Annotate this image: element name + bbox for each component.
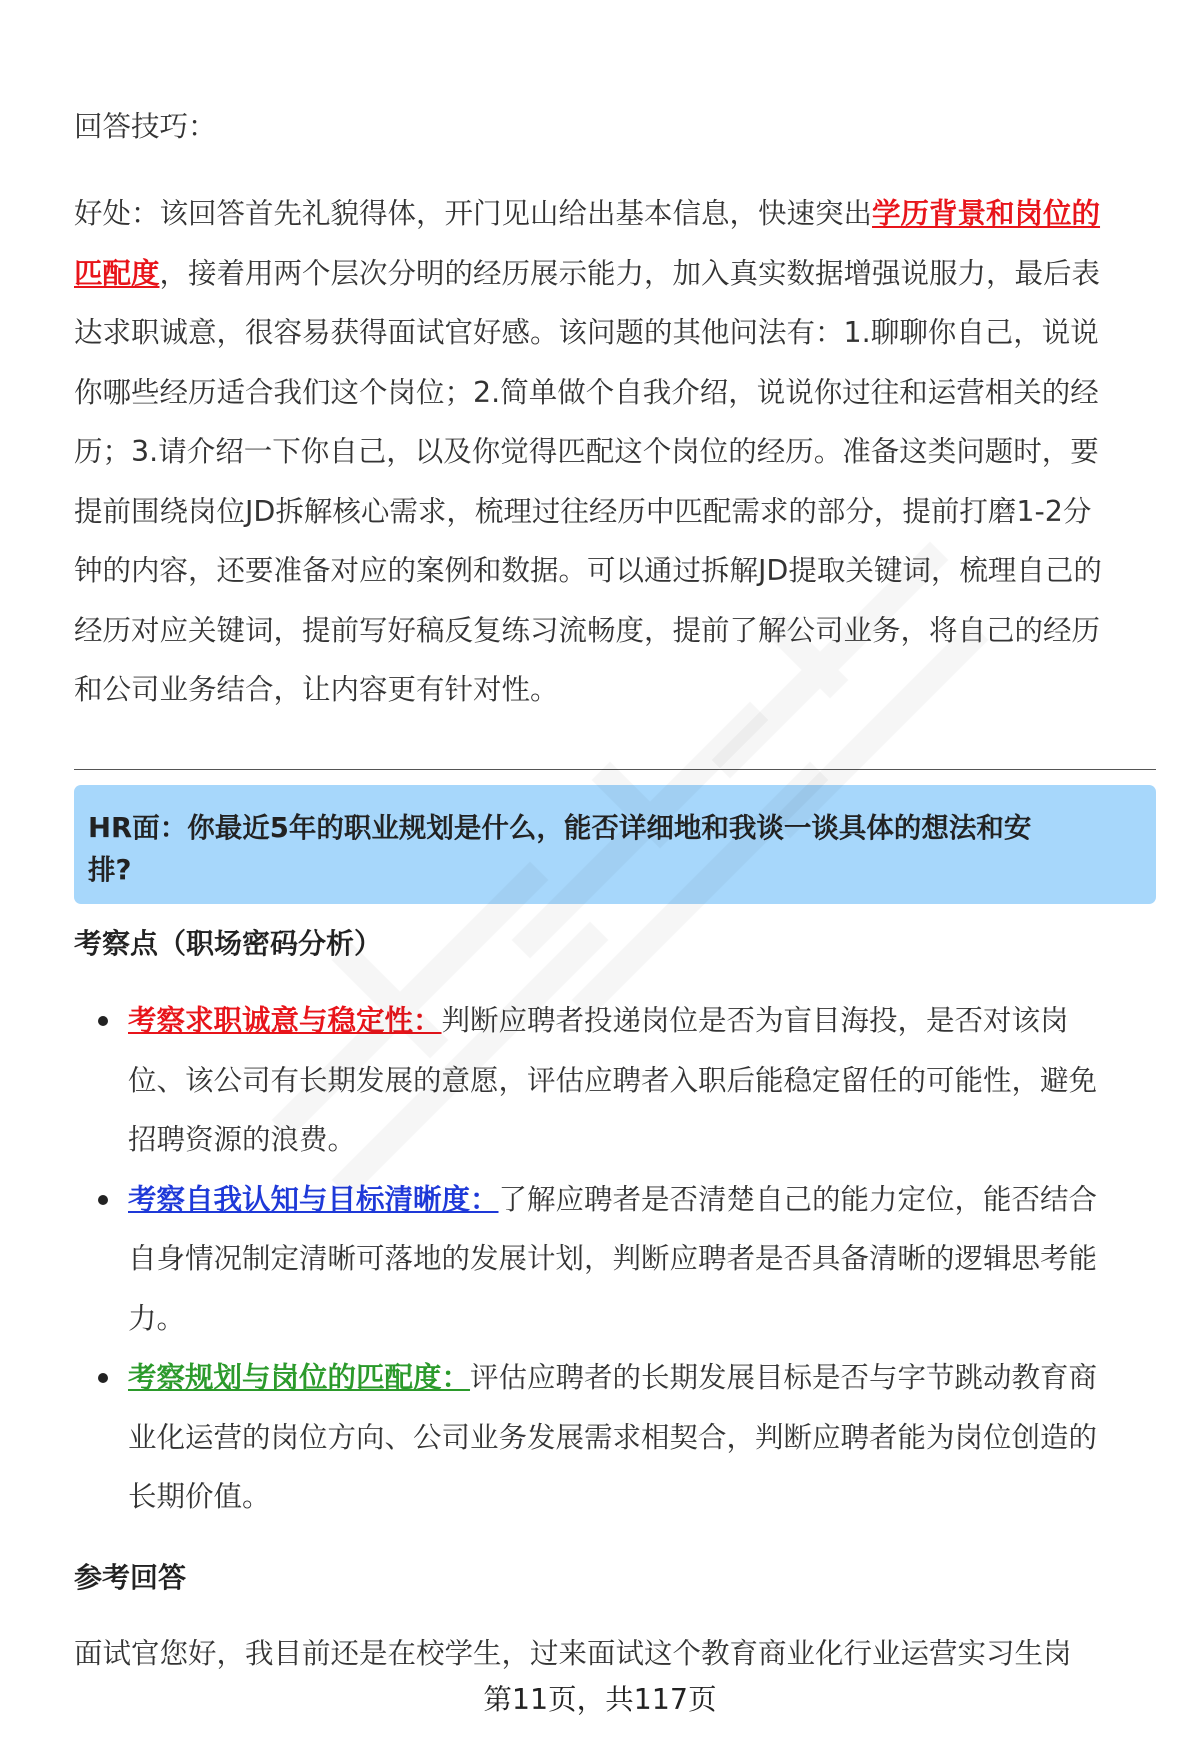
point-text: 评估应聘者的长期发展目标是否与字节跳动教育商 (470, 1361, 1098, 1394)
point-text: 招聘资源的浪费。 (128, 1123, 357, 1156)
point-text: 判断应聘者投递岗位是否为盲目海投，是否对该岗 (441, 1004, 1069, 1037)
list-item (74, 1348, 1156, 1527)
benefit-line: 匹配度，接着用两个层次分明的经历展示能力，加入真实数据增强说服力，最后表 (74, 256, 1101, 290)
list-item (74, 991, 1156, 1170)
point-text: 自身情况制定清晰可落地的发展计划，判断应聘者是否具备清晰的逻辑思考能 (128, 1242, 1098, 1275)
page-number: 第11页，共117页 (483, 1683, 717, 1716)
list-item (74, 1170, 1156, 1349)
point-key: 考察规划与岗位的匹配度： (128, 1361, 471, 1394)
benefit-line: 提前围绕岗位JD拆解核心需求，梳理过往经历中匹配需求的部分，提前打磨1-2分 (74, 494, 1092, 528)
bullet-icon (98, 1373, 108, 1383)
exam-points-title: 考察点（职场密码分析） (74, 927, 383, 960)
reference-answer-title: 参考回答 (74, 1561, 187, 1594)
benefit-line: 好处：该回答首先礼貌得体，开门见山给出基本信息，快速突出学历背景和岗位的 (74, 197, 1101, 230)
tips-heading: 回答技巧： (74, 110, 217, 143)
bullet-icon (98, 1195, 108, 1205)
benefit-line: 达求职诚意，很容易获得面试官好感。该问题的其他问法有：1.聊聊你自己，说说 (74, 316, 1099, 349)
benefit-paragraph (74, 184, 1154, 720)
question-line: HR面：你最近5年的职业规划是什么，能否详细地和我谈一谈具体的想法和安 (88, 812, 1032, 844)
highlight-keyword: 学历背景和岗位的 (872, 197, 1101, 230)
benefit-line: 和公司业务结合，让内容更有针对性。 (74, 673, 559, 706)
question-line: 排? (88, 854, 132, 886)
point-text: 长期价值。 (128, 1480, 271, 1513)
point-key: 考察自我认知与目标清晰度： (128, 1182, 499, 1216)
point-text: 位、该公司有长期发展的意愿，评估应聘者入职后能稳定留任的可能性，避免 (128, 1063, 1098, 1097)
highlight-keyword: 匹配度 (74, 256, 160, 290)
point-text: 业化运营的岗位方向、公司业务发展需求相契合，判断应聘者能为岗位创造的 (128, 1420, 1098, 1454)
point-key: 考察求职诚意与稳定性： (128, 1004, 442, 1037)
benefit-line: 你哪些经历适合我们这个岗位；2.简单做个自我介绍，说说你过往和运营相关的经 (74, 375, 1099, 409)
benefit-line: 经历对应关键词，提前写好稿反复练习流畅度，提前了解公司业务，将自己的经历 (74, 613, 1101, 647)
benefit-line: 钟的内容，还要准备对应的案例和数据。可以通过拆解JD提取关键词，梳理自己的 (74, 554, 1102, 587)
section-divider (74, 769, 1156, 770)
bullet-icon (98, 1016, 108, 1026)
point-text: 了解应聘者是否清楚自己的能力定位，能否结合 (498, 1182, 1098, 1216)
point-text: 力。 (128, 1301, 186, 1335)
question-callout (74, 785, 1156, 904)
answer-text: 面试官您好，我目前还是在校学生，过来面试这个教育商业化行业运营实习生岗 (74, 1637, 1072, 1670)
benefit-line: 历；3.请介绍一下你自己，以及你觉得匹配这个岗位的经历。准备这类问题时，要 (74, 435, 1099, 468)
exam-points-list (74, 991, 1156, 1527)
